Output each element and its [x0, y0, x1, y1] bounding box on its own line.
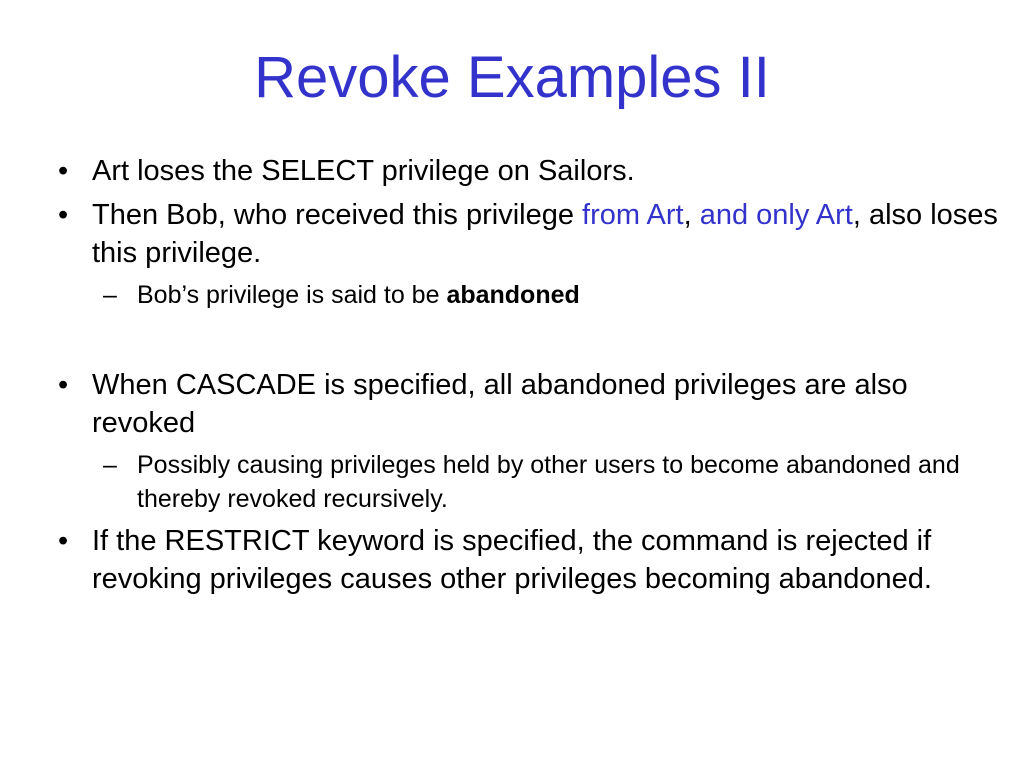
highlight-and-only-art: and only Art: [699, 199, 853, 231]
bullet-marker: •: [58, 525, 69, 557]
bullet-art-loses-select: [58, 152, 998, 190]
subbullet-text: Bob’s privilege is said to be: [137, 281, 447, 309]
bullet-text-part: , also loses this privilege.: [92, 199, 998, 269]
bullet-marker: •: [58, 369, 69, 401]
subbullet-recursive: [58, 448, 998, 516]
highlight-from-art: from Art: [582, 199, 684, 231]
bullet-text: If the RESTRICT keyword is specified, the command is rejected if revoking privileges causes other privileges becoming abandoned.: [92, 525, 932, 595]
bullet-cascade: [58, 366, 998, 442]
spacer: [58, 318, 998, 366]
bullet-marker: •: [58, 155, 69, 187]
slide-title: Revoke Examples II: [254, 45, 770, 110]
subbullet-text: Possibly causing privileges held by other users to become abandoned and thereby revoked recursively.: [137, 451, 960, 513]
bullet-restrict: [58, 522, 998, 598]
bullet-text-part: ,: [683, 199, 700, 231]
subbullet-abandoned: [58, 278, 998, 312]
bullet-marker: •: [58, 199, 69, 231]
bullet-text-part: Then Bob, who received this privilege: [92, 199, 583, 231]
bold-abandoned: abandoned: [446, 281, 580, 309]
bullet-text: When CASCADE is specified, all abandoned privileges are also revoked: [92, 369, 908, 439]
bullet-text: Art loses the SELECT privilege on Sailors.: [92, 155, 635, 187]
slide-body: [58, 152, 998, 604]
bullet-bob-loses-privilege: [58, 196, 998, 272]
subbullet-marker: –: [103, 281, 117, 309]
subbullet-marker: –: [103, 451, 117, 479]
